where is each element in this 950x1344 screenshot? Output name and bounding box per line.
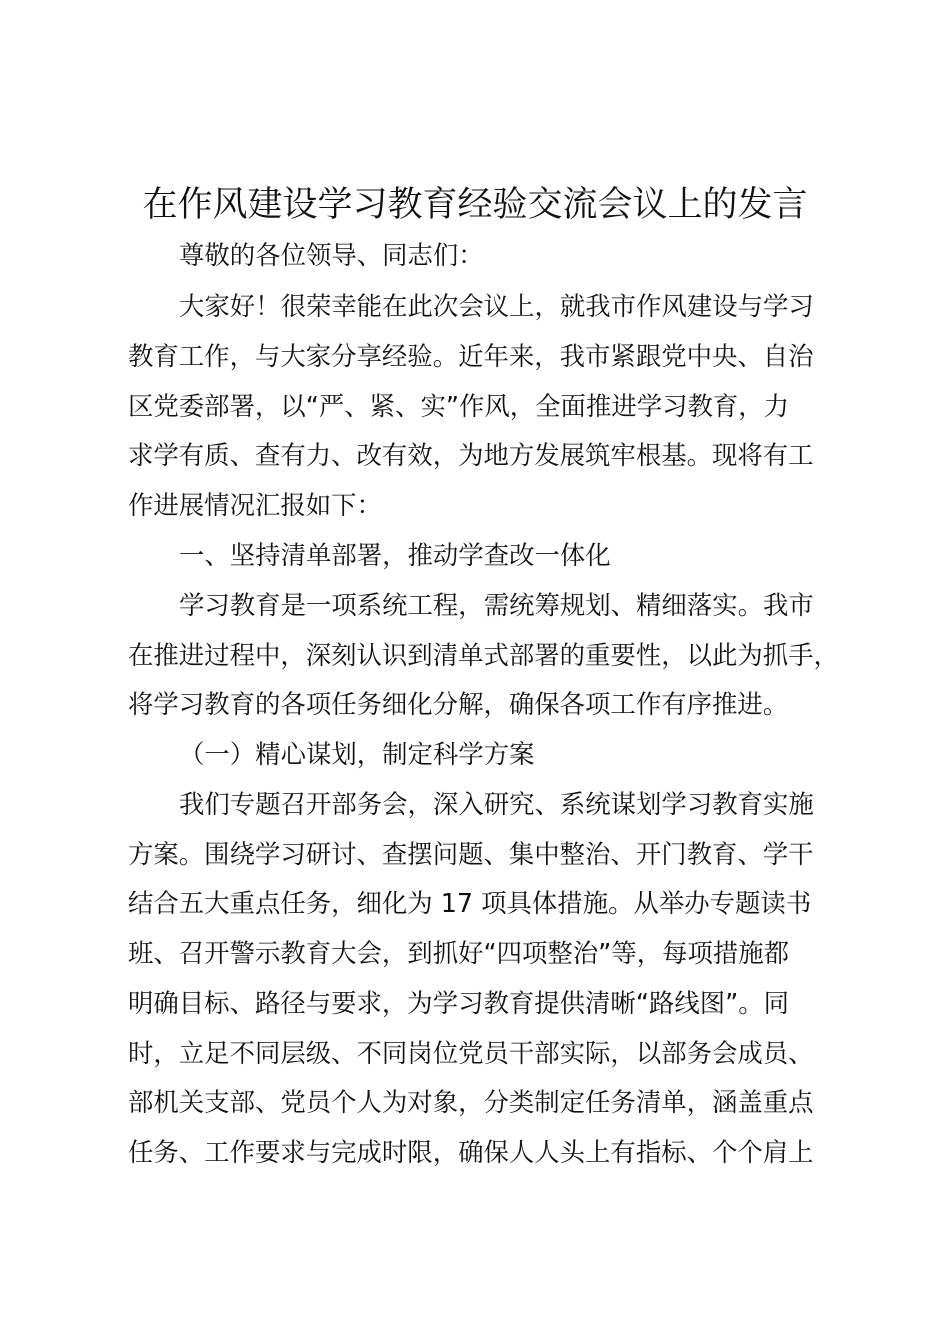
paragraph-line: 方案。围绕学习研讨、查摆问题、集中整治、开门教育、学干	[128, 839, 814, 869]
paragraph-line: 区党委部署，以“严、紧、实”作风，全面推进学习教育，力	[128, 391, 790, 421]
paragraph-line: 在推进过程中，深刻认识到清单式部署的重要性，以此为抓手，	[128, 640, 839, 670]
paragraph-line: 我们专题召开部务会，深入研究、系统谋划学习教育实施	[179, 789, 814, 819]
salutation: 尊敬的各位领导、同志们：	[179, 240, 484, 270]
paragraph-line: 任务、工作要求与完成时限，确保人人头上有指标、个个肩上	[128, 1137, 814, 1167]
paragraph-line: 大家好！很荣幸能在此次会议上，就我市作风建设与学习	[179, 291, 814, 321]
paragraph-line: 学习教育是一项系统工程，需统筹规划、精细落实。我市	[179, 590, 814, 620]
paragraph-line: 作进展情况汇报如下：	[128, 490, 382, 520]
paragraph-line: 求学有质、查有力、改有效，为地方发展筑牢根基。现将有工	[128, 440, 814, 470]
paragraph-line: 将学习教育的各项任务细化分解，确保各项工作有序推进。	[128, 689, 789, 719]
paragraph-line: 教育工作，与大家分享经验。近年来，我市紧跟党中央、自治	[128, 341, 814, 371]
paragraph-line: 部机关支部、党员个人为对象，分类制定任务清单，涵盖重点	[128, 1087, 814, 1117]
paragraph-line: 时，立足不同层级、不同岗位党员干部实际，以部务会成员、	[128, 1038, 814, 1068]
paragraph-line: 班、召开警示教育大会，到抓好“四项整治”等，每项措施都	[128, 938, 790, 968]
paragraph-line: 结合五大重点任务，细化为 17 项具体措施。从举办专题读书	[128, 888, 812, 918]
section-heading: 一、坚持清单部署，推动学查改一体化	[179, 540, 611, 570]
paragraph-line: 明确目标、路径与要求，为学习教育提供清晰“路线图”。同	[128, 988, 790, 1018]
document-title: 在作风建设学习教育经验交流会议上的发言	[142, 185, 808, 225]
subsection-heading: （一）精心谋划，制定科学方案	[179, 739, 535, 769]
